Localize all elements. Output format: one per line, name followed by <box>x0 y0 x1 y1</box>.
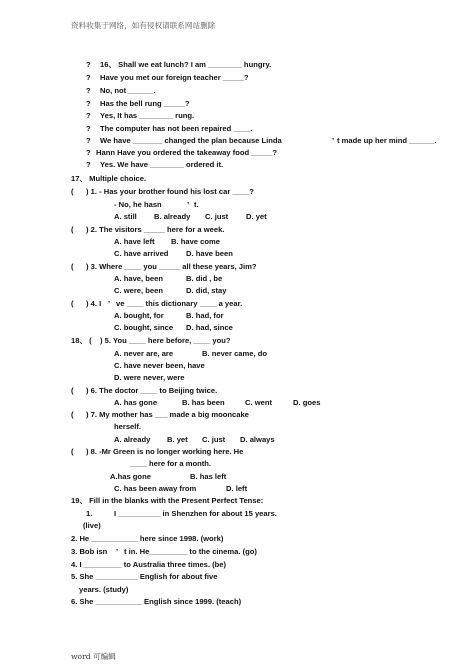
text-line-11-part-2: t. <box>194 200 199 209</box>
text-line-18-part-1: D. did, stay <box>186 286 227 295</box>
text-line-27-part-1: B. has been <box>182 398 225 407</box>
text-line-13-part-1: ) 2. The visitors _____ here for a week. <box>86 225 225 234</box>
text-line-5-part-1: The computer has not been repaired ____. <box>100 124 253 133</box>
text-line-12-part-2: C. just <box>205 212 229 221</box>
text-line-23-part-0: A. never are, are <box>114 349 174 358</box>
text-line-2-part-1: No, not ______. <box>100 86 156 95</box>
text-line-17-part-1: B. did , be <box>186 274 223 283</box>
text-line-25-part-0: D. were never, were <box>114 373 185 382</box>
text-line-19-part-0: ( <box>71 299 74 308</box>
text-line-6-part-2: ’ <box>332 136 335 145</box>
text-line-30-part-0: A. already <box>114 435 151 444</box>
text-line-27-part-3: D. goes <box>293 398 321 407</box>
text-line-16-part-1: ) 3. Where ____ you _____ all these years, Jim? <box>86 262 257 271</box>
text-line-30-part-2: C. just <box>202 435 226 444</box>
text-line-17-part-0: A. have, been <box>114 274 163 283</box>
text-line-27-part-0: A. has gone <box>114 398 158 407</box>
text-line-39-part-2: t in. He_________ to the cinema. (go) <box>124 547 257 556</box>
text-line-26-part-0: ( <box>71 386 74 395</box>
text-line-21-part-0: C. bought, since <box>114 323 174 332</box>
text-line-11-part-1: ’ <box>187 200 190 209</box>
text-line-19-part-1: ) 4. I <box>86 299 102 308</box>
text-line-10-part-0: ( <box>71 187 74 196</box>
text-line-9-part-0: 17、 Multiple choice. <box>71 174 147 183</box>
text-line-21-part-1: D. had, since <box>186 323 233 332</box>
text-line-8-part-1: Yes. We have ________ ordered it. <box>100 160 224 169</box>
text-line-33-part-0: A.has gone <box>110 472 151 481</box>
text-line-0-part-0: ? <box>86 60 91 69</box>
text-line-18-part-0: C. were, been <box>114 286 163 295</box>
text-line-22-part-0: 18、 ( <box>71 336 92 345</box>
text-line-15-part-0: C. have arrived <box>114 249 169 258</box>
page-footer: word 可编辑 <box>71 652 116 661</box>
text-line-30-part-3: D. always <box>240 435 275 444</box>
text-line-19-part-3: ve ____ this dictionary ____ a year. <box>116 299 243 308</box>
text-line-34-part-0: C. has been away from <box>114 484 197 493</box>
text-line-15-part-1: D. have been <box>186 249 233 258</box>
text-line-16-part-0: ( <box>71 262 74 271</box>
page-header: 资料收集于网络，如有侵权请联系网站删除 <box>71 21 216 30</box>
text-line-38-part-0: 2. He ___________ here since 1998. (work) <box>71 534 224 543</box>
text-line-10-part-1: ) 1. - Has your brother found his lost car ____? <box>86 187 254 196</box>
text-line-6-part-0: ? <box>86 136 91 145</box>
text-line-34-part-1: D. left <box>226 484 248 493</box>
text-line-24-part-0: C. have never been, have <box>114 361 205 370</box>
text-line-31-part-0: ( <box>71 447 74 456</box>
text-line-4-part-0: ? <box>86 111 91 120</box>
text-line-12-part-0: A. still <box>114 212 137 221</box>
text-line-20-part-0: A. bought, for <box>114 311 164 320</box>
text-line-14-part-1: B. have come <box>171 237 220 246</box>
text-line-22-part-1: ) 5. You ____ here before, ____ you? <box>100 336 231 345</box>
text-line-32-part-0: ____ here for a month. <box>130 459 212 468</box>
text-line-19-part-2: ’ <box>108 299 111 308</box>
text-line-8-part-0: ? <box>86 160 91 169</box>
text-line-33-part-1: B. has left <box>190 472 227 481</box>
text-line-26-part-1: ) 6. The doctor ____ to Beijing twice. <box>86 386 218 395</box>
text-line-6-part-3: t made up her mind ______. <box>337 136 437 145</box>
text-line-39-part-1: ’ <box>116 547 119 556</box>
text-line-42-part-0: years. (study) <box>79 585 129 594</box>
text-line-1-part-1: Have you met our foreign teacher _____? <box>100 73 249 82</box>
text-line-40-part-0: 4. I _________ to Australia three times. (be) <box>71 560 227 569</box>
text-line-28-part-1: ) 7. My mother has ___ made a big mooncake <box>86 410 249 419</box>
text-line-11-part-0: - No, he hasn <box>114 200 162 209</box>
text-line-14-part-0: A. have left <box>114 237 155 246</box>
text-line-1-part-0: ? <box>86 73 91 82</box>
text-line-5-part-0: ? <box>86 124 91 133</box>
text-line-28-part-0: ( <box>71 410 74 419</box>
text-line-7-part-1: Hann Have you ordered the takeaway food _____? <box>96 148 278 157</box>
text-line-23-part-1: B. never came, do <box>202 349 267 358</box>
text-line-12-part-1: B. already <box>154 212 191 221</box>
text-line-4-part-1: Yes, It has ________ rung. <box>100 111 195 120</box>
text-line-13-part-0: ( <box>71 225 74 234</box>
text-line-43-part-0: 6. She ___________ English since 1999. (teach) <box>71 597 242 606</box>
text-line-31-part-1: ) 8. -Mr Green is no longer working here. He <box>86 447 244 456</box>
text-line-6-part-1: We have _______ changed the plan because Linda <box>100 136 282 145</box>
text-line-12-part-3: D. yet <box>246 212 267 221</box>
text-line-35-part-0: 19、 Fill in the blanks with the Present Perfect Tense: <box>71 496 264 505</box>
text-line-20-part-1: B. had, for <box>186 311 224 320</box>
text-line-41-part-0: 5. She __________ English for about five <box>71 572 218 581</box>
text-line-3-part-0: ? <box>86 99 91 108</box>
text-line-3-part-1: Has the bell rung _____? <box>100 99 190 108</box>
text-line-29-part-0: herself. <box>114 422 142 431</box>
text-line-39-part-0: 3. Bob isn <box>71 547 108 556</box>
text-line-30-part-1: B. yet <box>167 435 188 444</box>
text-line-2-part-0: ? <box>86 86 91 95</box>
text-line-27-part-2: C. went <box>245 398 273 407</box>
text-line-7-part-0: ? <box>86 148 91 157</box>
text-line-0-part-1: 16、 Shall we eat lunch? I am ________ hungry. <box>100 60 272 69</box>
text-line-36-part-1: I __________ in Shenzhen for about 15 years. <box>114 509 277 518</box>
text-line-37-part-0: (live) <box>83 521 101 530</box>
text-line-36-part-0: 1. <box>86 509 93 518</box>
